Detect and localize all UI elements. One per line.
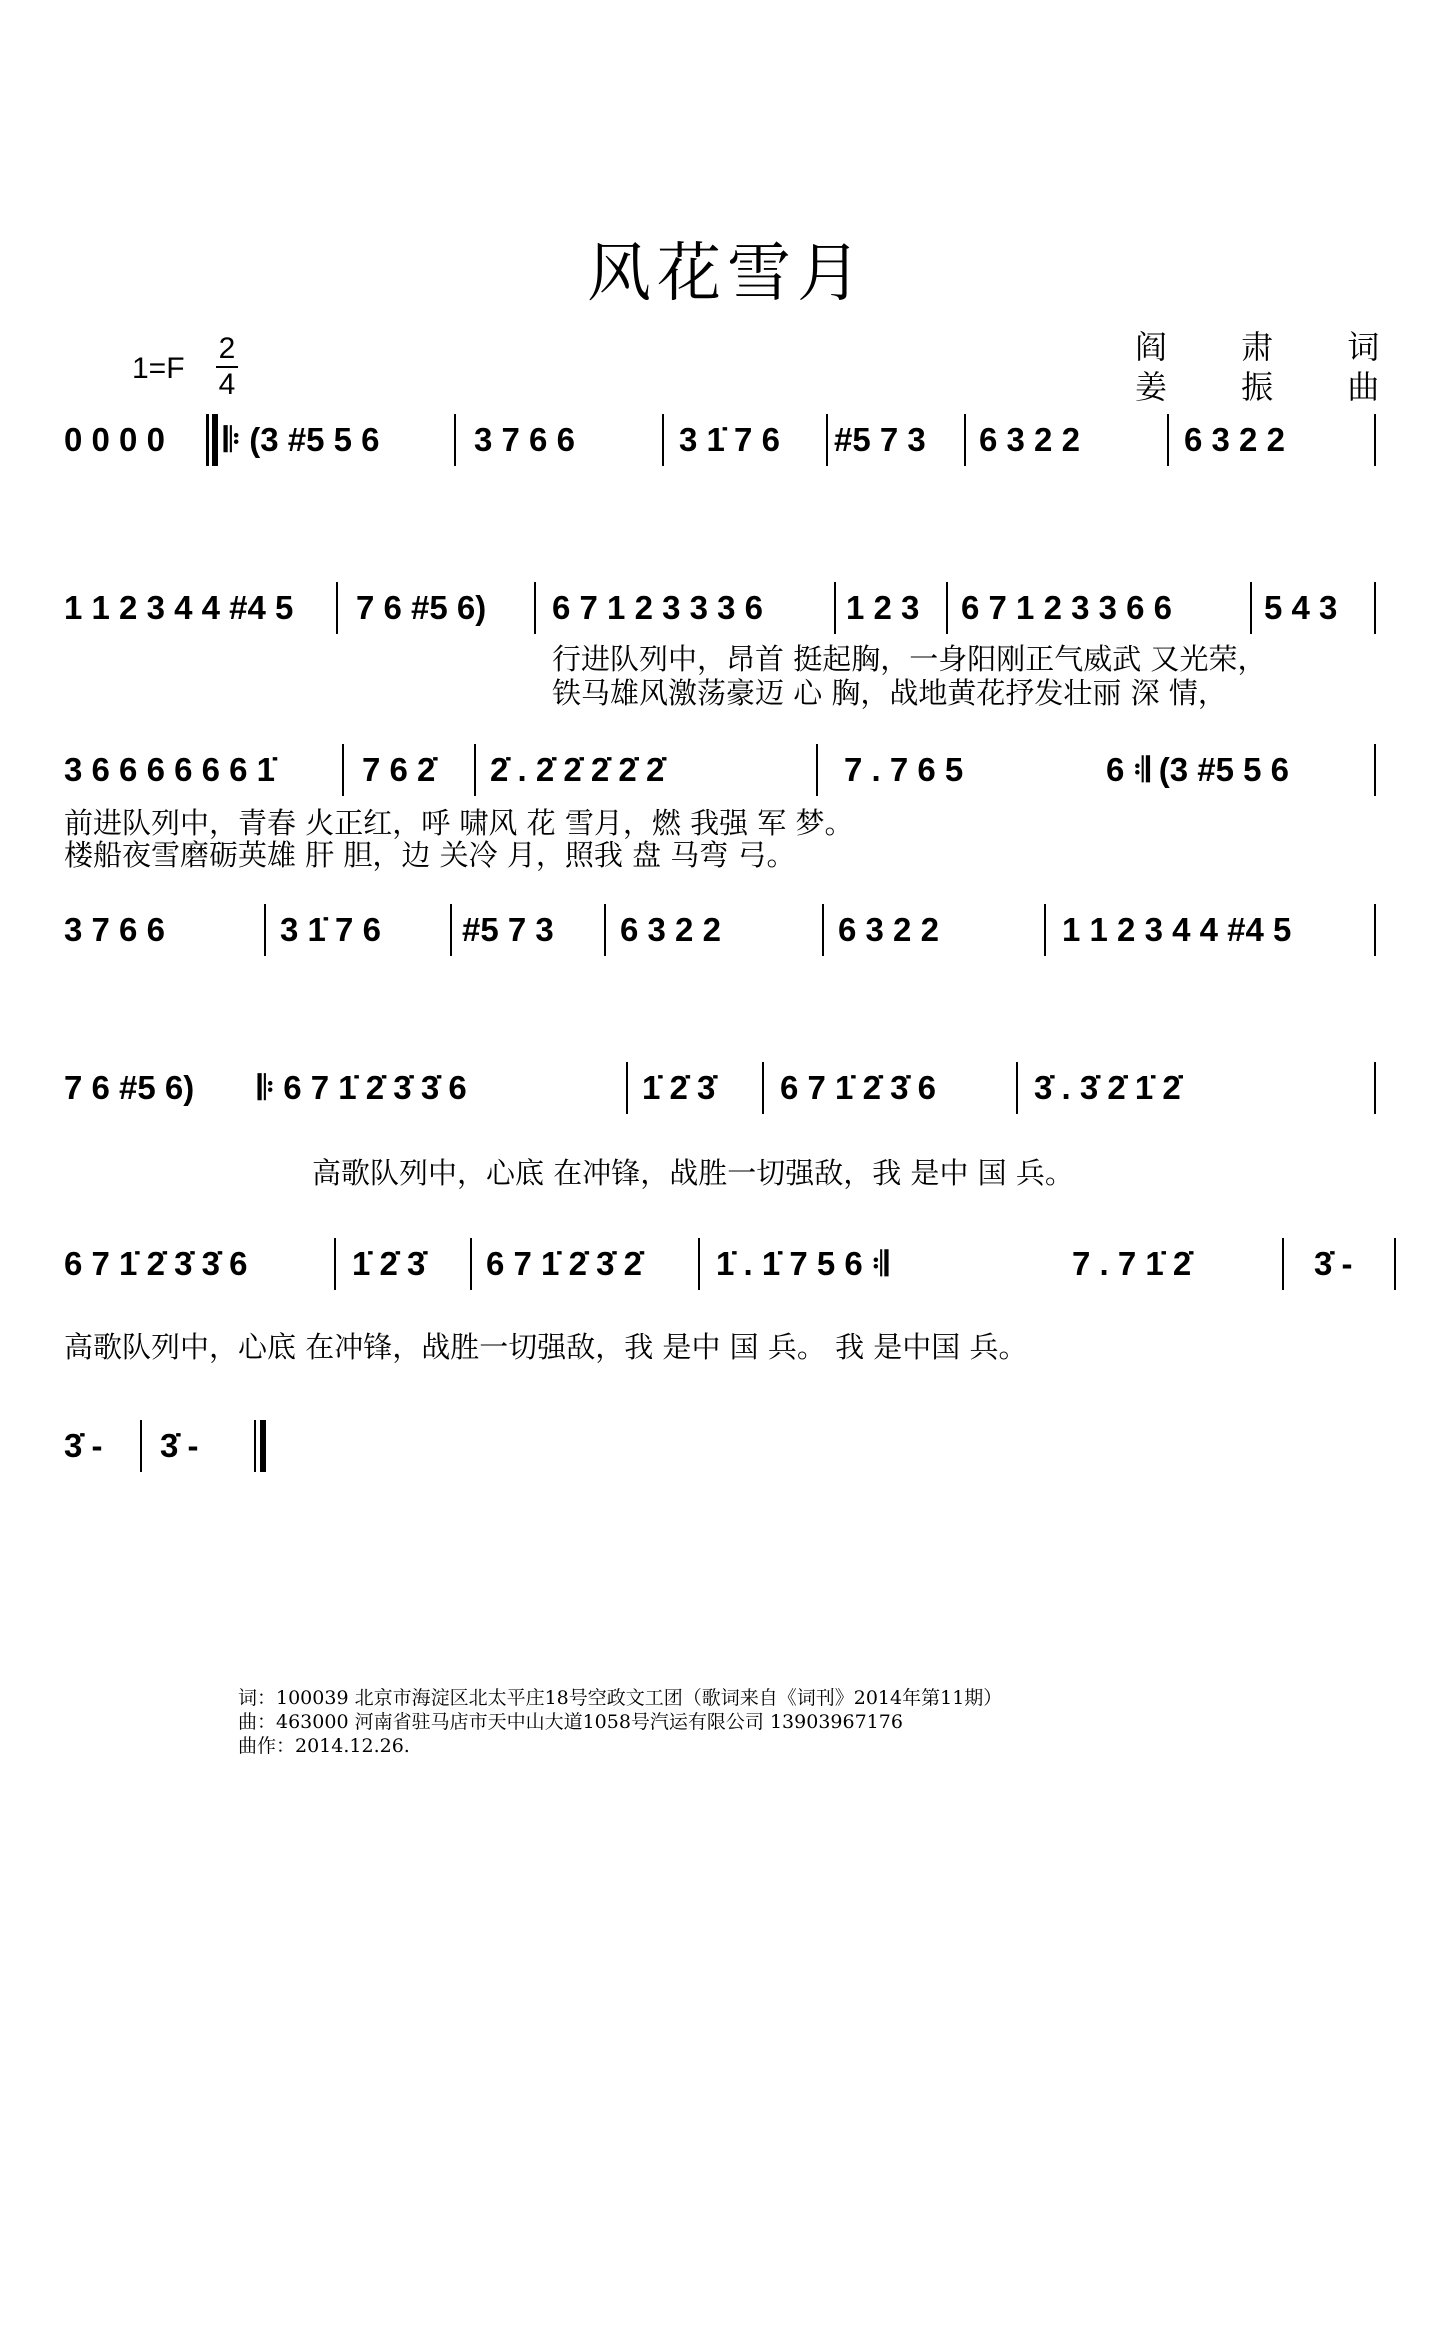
measure: 1̇ 2̇ 3̇ [642,1069,716,1106]
key-signature: 1=F [132,352,185,385]
measure: 6 3 2 2 [620,911,721,948]
measure: 3̇ - [64,1427,103,1464]
measure: 1 1 2 3 4 4 #4 5 [1062,911,1292,948]
measure: 7 6 #5 6) [64,1069,195,1106]
lyrics-line: 楼船夜雪磨砺英雄 肝 胆，边 关冷 月，照我 盘 马弯 弓。 [64,838,796,872]
measure: 5 4 3 [1264,589,1338,626]
measure: 7 6 #5 6) [356,589,487,626]
measure: 6 𝄇 (3 #5 5 6 [1106,751,1289,788]
measure: 6 3 2 2 [979,421,1080,458]
measure: 6 3 2 2 [1184,421,1285,458]
footer-date: 曲作：2014.12.26. [238,1735,410,1757]
page-title: 风花雪月 [587,237,867,311]
measure: 3 6 6 6 6 6 6 1̇ [64,751,276,788]
measure: 1̇ . 1̇ 7 5 6 𝄇 [716,1245,888,1282]
measure: 3 7 6 6 [474,421,575,458]
measure: 3̇ - [1314,1245,1353,1282]
measure: 1 2 3 [846,589,920,626]
lyrics-line: 高歌队列中，心底 在冲锋，战胜一切强敌，我 是中 国 兵。 我 是中国 兵。 [64,1330,1028,1364]
footer-lyricist-info: 词：100039 北京市海淀区北太平庄18号空政文工团（歌词来自《词刊》2014年第11期） [238,1687,1003,1709]
measure: 3 7 6 6 [64,911,165,948]
measure: 𝄆 6 7 1̇ 2̇ 3̇ 3̇ 6 [258,1069,467,1106]
lyrics-line: 铁马雄风激荡豪迈 心 胸，战地黄花抒发壮丽 深 情， [552,676,1227,710]
measure: 6 7 1̇ 2̇ 3̇ 3̇ 6 [64,1245,248,1282]
measure: 3 1̇ 7 6 [679,421,780,458]
measure: #5 7 3 [834,421,926,458]
measure: 6 7 1 2 3 3 3 6 [552,589,764,626]
footer-composer-info: 曲：463000 河南省驻马店市天中山大道1058号汽运有限公司 13903967176 [238,1711,903,1733]
measure: 𝄆 (3 #5 5 6 [224,421,380,458]
measure: 6 7 1̇ 2̇ 3̇ 2̇ [486,1245,642,1282]
measure: 1̇ 2̇ 3̇ [352,1245,426,1282]
lyrics-line: 高歌队列中，心底 在冲锋，战胜一切强敌，我 是中 国 兵。 [312,1156,1074,1190]
measure: 3̇ . 3̇ 2̇ 1̇ 2̇ [1034,1069,1181,1106]
measure: 6 7 1̇ 2̇ 3̇ 6 [780,1069,936,1106]
lyrics-line: 行进队列中，昂首 挺起胸，一身阳刚正气威武 又光荣， [552,642,1267,676]
measure: 7 . 7 1̇ 2̇ [1072,1245,1192,1282]
measure: 2̇ . 2̇ 2̇ 2̇ 2̇ 2̇ [490,751,665,788]
composer-credit: 姜 振 曲 [1135,368,1412,406]
measure: 7 6 2̇ [362,751,436,788]
time-signature-top: 2 [218,332,236,365]
measure: #5 7 3 [462,911,554,948]
measure: 7 . 7 6 5 [844,751,964,788]
measure: 3̇ - [160,1427,199,1464]
measure: 0 0 0 0 [64,421,165,458]
measure: 6 3 2 2 [838,911,939,948]
measure: 3 1̇ 7 6 [280,911,381,948]
lyricist-credit: 阎 肃 词 [1135,328,1412,366]
lyrics-line: 前进队列中，青春 火正红，呼 啸风 花 雪月，燃 我强 军 梦。 [64,806,854,840]
time-signature [212,332,242,402]
measure: 1 1 2 3 4 4 #4 5 [64,589,294,626]
time-signature-bottom: 4 [218,368,236,401]
measure: 6 7 1 2 3 3 6 6 [961,589,1173,626]
